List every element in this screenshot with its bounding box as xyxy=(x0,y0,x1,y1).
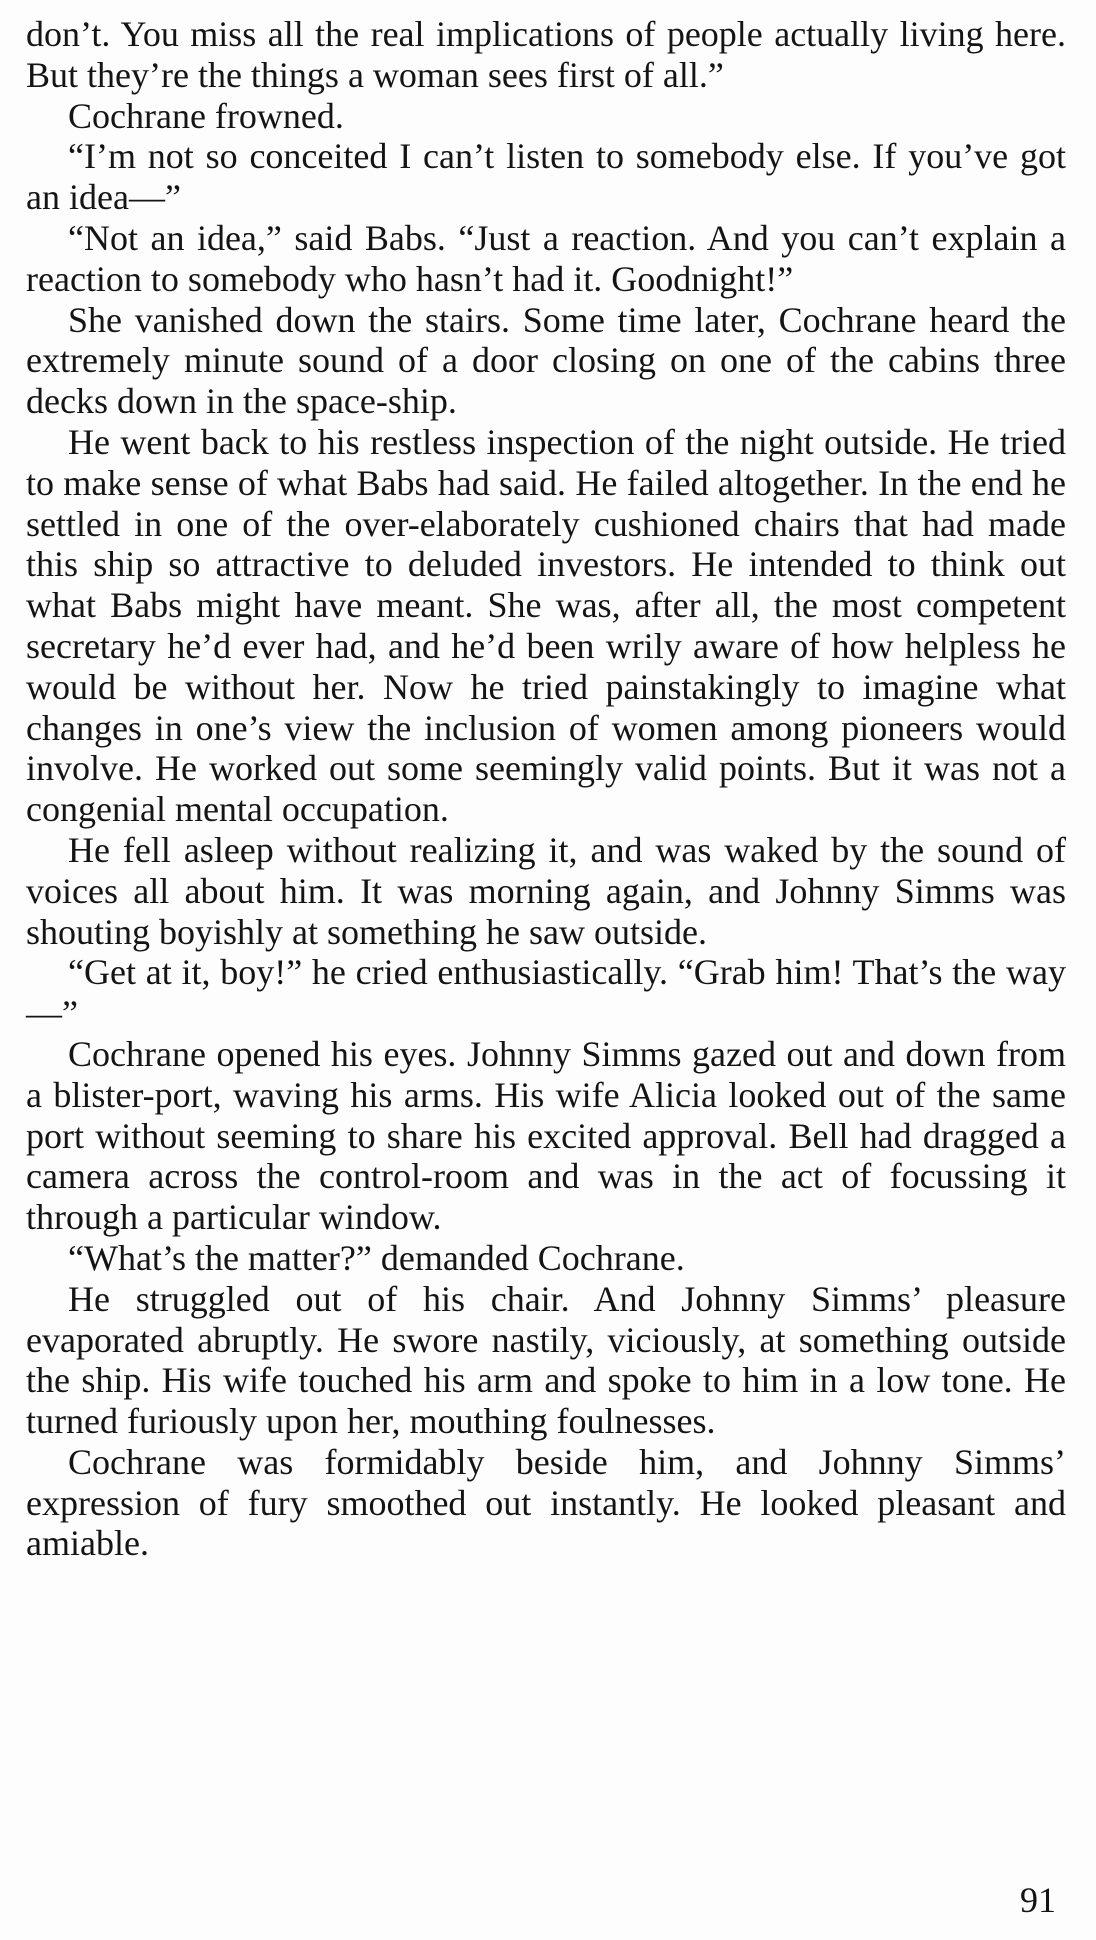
paragraph: She vanished down the stairs. Some time later, Cochrane heard the extremely minute sound of a door closing on one of the cabins three decks down in the space-ship. xyxy=(26,299,1066,422)
paragraph: He struggled out of his chair. And Johnny Simms’ pleasure evaporated abruptly. He swore nastily, viciously, at something outside the ship. His wife touched his arm and spoke to him in a low tone. He turned furiously upon her, mouthing foulnesses. xyxy=(26,1278,1066,1442)
paragraph: don’t. You miss all the real implications of people actually living here. But they’re the things a woman sees first of all.” xyxy=(26,14,1066,95)
paragraph: “I’m not so conceited I can’t listen to somebody else. If you’ve got an idea—” xyxy=(26,136,1066,218)
paragraph: Cochrane opened his eyes. Johnny Simms gazed out and down from a blister-port, waving his arms. His wife Alicia looked out of the same port without seeming to share his excited approval. Bell had dragged a camera across the control-room and was in the act of focussing it through a particular window. xyxy=(26,1033,1066,1238)
page-number: 91 xyxy=(1020,1880,1056,1920)
paragraph: He fell asleep without realizing it, and was waked by the sound of voices all about him. It was morning again, and Johnny Simms was shouting boyishly at something he saw outside. xyxy=(26,829,1066,952)
paragraph: “What’s the matter?” demanded Cochrane. xyxy=(68,1237,685,1278)
paragraph: “Get at it, boy!” he cried enthusiastically. “Grab him! That’s the way—” xyxy=(26,952,1066,1034)
paragraph: Cochrane frowned. xyxy=(68,95,344,136)
body-text xyxy=(26,14,1066,1564)
paragraph: “Not an idea,” said Babs. “Just a reaction. And you can’t explain a reaction to somebody who hasn’t had it. Goodnight!” xyxy=(26,217,1066,299)
paragraph: He went back to his restless inspection of the night outside. He tried to make sense of what Babs had said. He failed altogether. In the end he settled in one of the over-elaborately cushioned chairs that had made this ship so attractive to deluded investors. He intended to think out what Babs might have meant. She was, after all, the most competent secretary he’d ever had, and he’d been wrily aware of how helpless he would be without her. Now he tried painstakingly to imagine what changes in one’s view the inclusion of women among pioneers would involve. He worked out some seemingly valid points. But it was not a congenial mental occupation. xyxy=(26,421,1066,830)
paragraph: Cochrane was formidably beside him, and Johnny Simms’ expression of fury smoothed out instantly. He looked pleasant and amiable. xyxy=(26,1441,1066,1564)
